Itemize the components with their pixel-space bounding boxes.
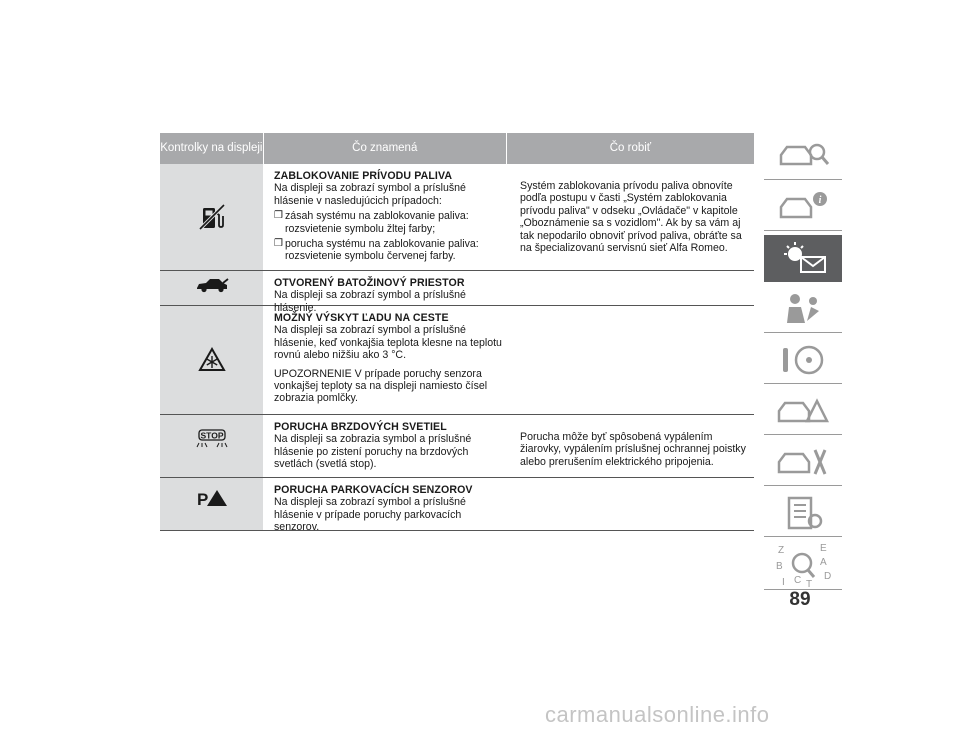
warning-note: UPOZORNENIE V prípade poruchy senzora vonkajšej teploty sa na displeji namiesto čísel zobrazia pomlčky. — [274, 367, 488, 405]
row-title: PORUCHA BRZDOVÝCH SVETIEL — [274, 421, 447, 433]
row-action: Porucha môže byť spôsobená vypálením žiarovky, vypálením príslušnej ochrannej poistky alebo prerušením elektrického pripojenia. — [520, 431, 746, 468]
row-text: Na displeji sa zobrazí symbol a príslušné hlásenie, keď vonkajšia teplota klesne na teplotu rovnú alebo nižšiu ako 3 °C. — [274, 324, 502, 362]
row-title: ZABLOKOVANIE PRÍVODU PALIVA — [274, 170, 453, 182]
row-title: MOŽNÝ VÝSKYT ĽADU NA CESTE — [274, 312, 449, 324]
table-row — [160, 306, 754, 415]
parking-sensor-failure-icon — [196, 488, 228, 508]
table-row — [160, 415, 754, 478]
tab-safety[interactable] — [764, 286, 842, 333]
row-text: Na displeji sa zobrazí symbol a príslušné hlásenie v nasledujúcich prípadoch: — [274, 182, 466, 207]
row-text: Na displeji sa zobrazí symbol a príslušné hlásenie. — [274, 289, 466, 314]
list-item: ❒ porucha systému na zablokovanie paliva: rozsvietenie symbolu červenej farby. — [274, 238, 479, 263]
index-letter: Z — [778, 545, 785, 556]
stop-label: STOP — [200, 430, 223, 441]
index-letter: A — [820, 557, 827, 568]
index-letter: T — [806, 579, 813, 587]
header-indicators: Kontrolky na displeji — [160, 133, 263, 164]
row-title: PORUCHA PARKOVACÍCH SENZOROV — [274, 484, 473, 496]
fuel-cutoff-icon — [197, 202, 227, 232]
car-tools-icon — [775, 444, 831, 480]
car-breakdown-icon — [775, 393, 831, 429]
index-letter: C — [794, 575, 802, 586]
tab-warning-lights[interactable] — [764, 235, 842, 282]
brake-light-failure-icon — [194, 429, 230, 451]
list-item: ❒ zásah systému na zablokovanie paliva: rozsvietenie symbolu žltej farby; — [274, 210, 469, 235]
row-text: Na displeji sa zobrazí symbol a príslušné hlásenie v prípade poruchy parkovacích senzorov. — [274, 496, 466, 534]
bullet-marker: ❒ — [274, 210, 283, 222]
index-letter: D — [824, 571, 832, 582]
parking-label: P — [196, 490, 208, 508]
table-header — [160, 133, 754, 164]
chapter-sidebar — [764, 133, 842, 594]
tab-technical-data[interactable] — [764, 490, 842, 537]
svg-text:i: i — [818, 195, 822, 206]
alphabet-index-icon — [772, 543, 834, 587]
table-row — [160, 164, 754, 271]
table-row — [160, 271, 754, 314]
row-action: Systém zablokovania prívodu paliva obnovíte podľa postupu v časti „Systém zablokovania prívodu paliva" v odseku „Ovládače" v kapitole „Oboznámenie sa s vozidlom". Ak by sa vám aj tak nepodarilo obnoviť prívod paliva, obráťte sa na špecializovanú servisnú sieť Alfa Romeo. — [520, 180, 742, 255]
warning-lights-table — [160, 133, 754, 534]
row-title: OTVORENÝ BATOŽINOVÝ PRIESTOR — [274, 277, 465, 289]
header-meaning: Čo znamená — [263, 133, 506, 164]
page-number: 89 — [789, 589, 811, 610]
car-info-icon — [775, 189, 831, 225]
index-letter: I — [782, 577, 785, 587]
tab-vehicle-info[interactable] — [764, 184, 842, 231]
table-row — [160, 478, 754, 534]
ice-warning-icon — [198, 347, 226, 373]
index-letter: B — [776, 561, 783, 572]
open-trunk-icon — [195, 277, 229, 293]
tab-starting-driving[interactable] — [764, 337, 842, 384]
bullet-marker: ❒ — [274, 238, 283, 250]
tab-index[interactable] — [764, 541, 842, 590]
steering-key-icon — [775, 342, 831, 378]
row-text: Na displeji sa zobrazia symbol a príslušné hlásenie po zistení poruchy na brzdových svetlách (svetlá stop). — [274, 433, 472, 471]
checklist-icon — [775, 495, 831, 531]
index-letter: E — [820, 543, 827, 554]
tab-vehicle-overview[interactable] — [764, 133, 842, 180]
header-action: Čo robiť — [506, 133, 754, 164]
tab-maintenance[interactable] — [764, 439, 842, 486]
airbag-person-icon — [775, 291, 831, 327]
tab-emergency[interactable] — [764, 388, 842, 435]
warning-light-message-icon — [775, 240, 831, 276]
car-magnifier-icon — [775, 138, 831, 174]
watermark: carmanualsonline.info — [545, 702, 770, 727]
